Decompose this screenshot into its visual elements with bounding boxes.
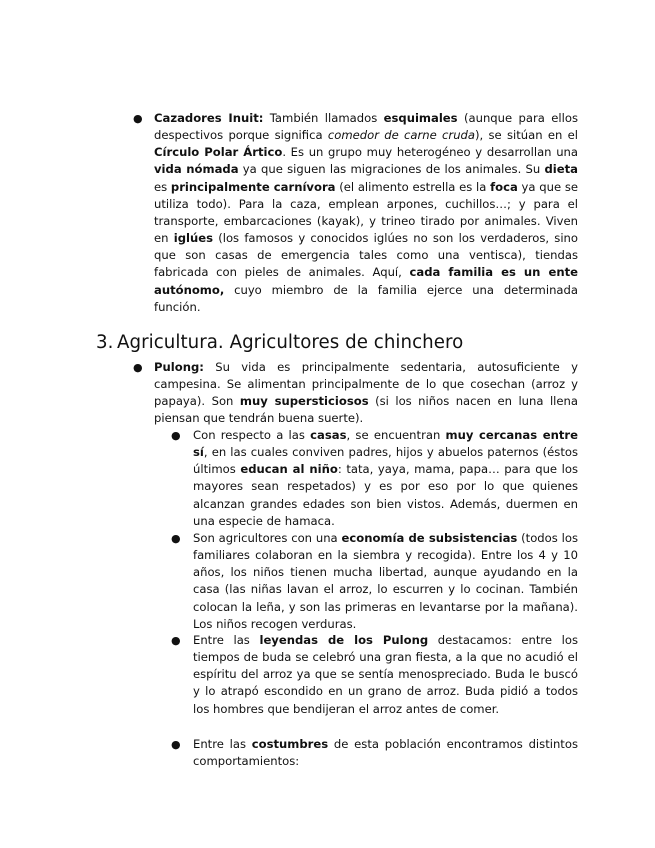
- bullet-costumbres: ●: [171, 738, 181, 751]
- bullet-leyendas: ●: [171, 634, 181, 647]
- bullet-inuit: ●: [133, 112, 143, 125]
- section-heading: [96, 331, 463, 355]
- paragraph-economia: Son agricultores con una economía de subsistencias (todos los familiares colaboran en la siembra y recogida). Entre los 4 y 10 años, los niños tienen mucha libertad, aunque ayudando en la casa (las niñas lavan el arroz, lo escurren y lo cocinan. También colocan la leña, y son las primeras en levantarse por la mañana). Los niños recogen verduras.: [193, 531, 578, 631]
- bullet-economia: ●: [171, 532, 181, 545]
- section-title: Agricultura. Agricultores de chinchero: [117, 332, 464, 353]
- pulong-label: Pulong:: [154, 360, 204, 374]
- paragraph-leyendas: Entre las leyendas de los Pulong destacamos: entre los tiempos de buda se celebró una gran fiesta, a la que no acudió el espíritu del arroz ya que se sentía menospreciado. Buda le buscó y lo atrapó escondido en un grano de arroz. Buda pidió a todos los hombres que bendijeran el arroz antes de comer.: [193, 633, 579, 716]
- paragraph-costumbres: Entre las costumbres de esta población encontramos distintos comportamientos:: [193, 737, 578, 769]
- paragraph-pulong: Pulong: Su vida es principalmente sedentaria, autosuficiente y campesina. Se alimentan principalmente de lo que cosechan (arroz y papaya). Son muy supersticiosos (si los niños nacen en luna llena piensan que tendrán buena suerte).: [154, 360, 578, 426]
- paragraph-casas: Con respecto a las casas, se encuentran muy cercanas entre sí, en las cuales conviven padres, hijos y abuelos paternos (éstos últimos educan al niño: tata, yaya, mama, papa… para que los mayores sean respetados) y es por eso por lo que quienes alcanzan grandes edades son bien vistos. Además, duermen en una especie de hamaca.: [193, 428, 579, 528]
- bullet-pulong: ●: [133, 361, 143, 374]
- paragraph-inuit: Cazadores Inuit: También llamados esquimales (aunque para ellos despectivos porque significa comedor de carne cruda), se sitúan en el Círculo Polar Ártico. Es un grupo muy heterogéneo y desarrollan una vida nómada ya que siguen las migraciones de los animales. Su dieta es principalmente carnívora (el alimento estrella es la foca ya que se utiliza todo). Para la caza, emplean arpones, cuchillos…; y para el transporte, embarcaciones (kayak), y trineo tirado por animales. Viven en iglúes (los famosos y conocidos iglúes no son los verdaderos, sino que son casas de emergencia tales como una ventisca), tiendas fabricada con pieles de animales. Aquí, cada familia es un ente autónomo, cuyo miembro de la familia ejerce una determinada función.: [154, 111, 579, 314]
- inuit-label: Cazadores Inuit:: [154, 111, 264, 125]
- bullet-casas: ●: [171, 429, 181, 442]
- section-number: 3.: [96, 332, 114, 353]
